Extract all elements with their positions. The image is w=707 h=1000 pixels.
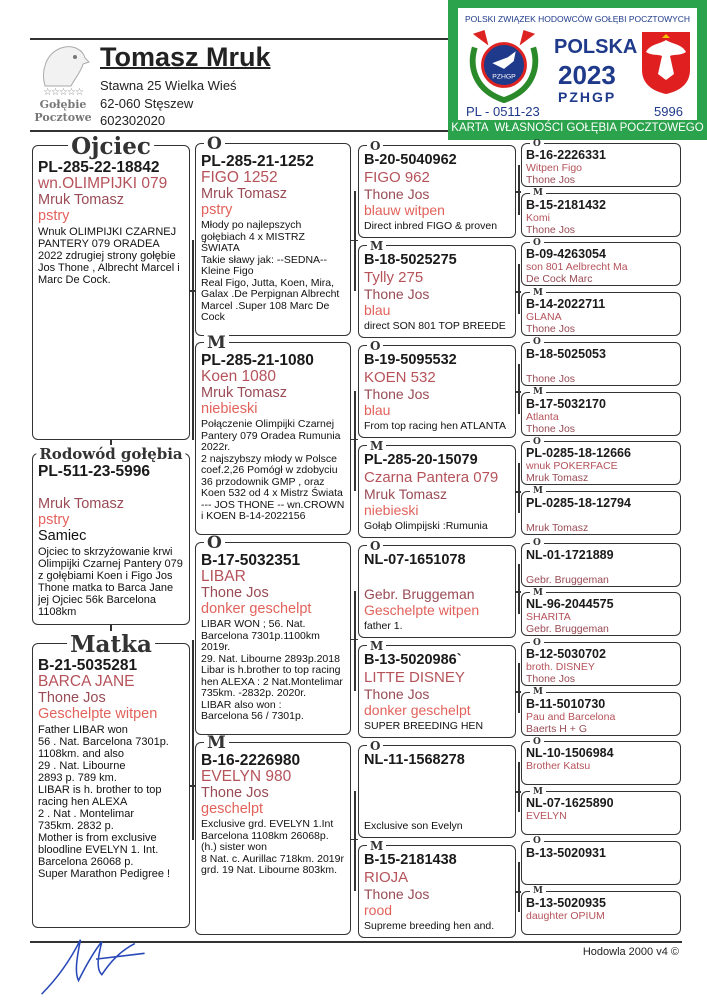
pigeon-ring: PL-285-22-18842 <box>38 159 160 176</box>
connector-line <box>518 165 520 215</box>
pedigree-box[interactable] <box>521 436 681 485</box>
pigeon-ring: NL-01-1721889 <box>526 548 614 562</box>
sex-label: O <box>530 239 544 248</box>
connector-line <box>192 640 194 840</box>
pigeon-ring: B-13-5020986` <box>364 652 462 668</box>
pigeon-name: RIOJA <box>364 869 409 886</box>
pigeon-ring: B-14-2022711 <box>526 298 606 312</box>
pigeon-name: Brother Katsu <box>526 760 591 773</box>
pigeon-ring: B-18-5025053 <box>526 347 606 361</box>
pigeon-name <box>526 860 676 872</box>
pedigree-box[interactable] <box>521 836 681 885</box>
pigeon-ring: B-13-5020931 <box>526 846 606 860</box>
pigeon-name: Tylly 275 <box>364 269 424 286</box>
pigeon-name: Pau and Barcelona <box>526 710 616 723</box>
connector-line <box>518 264 520 314</box>
pigeon-name <box>526 562 676 574</box>
card-organization: POLSKI ZWIĄZEK HODOWCÓW GOŁĘBI POCZTOWYCH <box>464 14 691 24</box>
pedigree-box[interactable] <box>32 444 190 625</box>
pedigree-box[interactable] <box>521 337 681 386</box>
sex-label: M <box>367 840 386 852</box>
pigeon-notes: Młody po najlepszych gołębiach 4 x MISTRZ ŚWIATA Takie sławy jak: --SEDNA-- Kleine Figo Real Figo, Jutta, Koen, Mira, Galax .De Perpignan Albrecht Marcel .Super 108 Marc De Cock <box>201 219 340 323</box>
emblem-text: PZHGP <box>492 73 516 81</box>
pzhgp-emblem-icon <box>464 28 544 104</box>
pigeon-color: pstry <box>201 202 233 218</box>
pigeon-color: geschelpt <box>201 801 264 817</box>
pigeon-notes: Father LIBAR won 56 . Nat. Barcelona 7301p. 1108km. and also 29 . Nat. Libourne 2893 p. 789 km. LIBAR is h. brother to top racing hen ALEXA 2 . Nat . Montelimar 735km. 2832 p. Mother is from exclusive bloodline EVELYN 1. Int. Barcelona 26068 p. Super Marathon Pedigree ! <box>38 724 171 880</box>
pedigree-box[interactable] <box>358 739 516 838</box>
pigeon-ring: B-20-5040962 <box>364 152 457 168</box>
sex-label: Ojciec <box>68 135 154 158</box>
sex-label: O <box>530 338 544 347</box>
sex-label: Matka <box>67 633 155 656</box>
pigeon-ring: B-18-5025275 <box>364 252 457 268</box>
phone-number: 602302020 <box>100 113 166 128</box>
pigeon-color: donker geschelpt <box>201 601 312 617</box>
pigeon-owner: Thone Jos <box>526 223 576 236</box>
sex-label: Rodowód gołębia <box>36 447 185 462</box>
pedigree-box[interactable] <box>521 237 681 286</box>
sex-label: O <box>530 837 544 846</box>
pigeon-owner: Mruk Tomasz <box>201 385 287 401</box>
pigeon-ring: NL-11-1568278 <box>364 752 465 768</box>
sex-label: O <box>530 539 544 548</box>
sex-label: M <box>530 289 546 298</box>
pigeon-color: donker geschelpt <box>364 702 471 718</box>
pedigree-box[interactable] <box>521 287 681 336</box>
pedigree-box[interactable] <box>358 539 516 638</box>
pigeon-notes: Ojciec to skrzyżowanie krwi Olimpijki Czarnej Pantery 079 z gołębiami Koen i Figo Jos Thone matka to Barca Jane jej Ojciec 56k Barcelona 1108km <box>38 546 183 618</box>
pigeon-color: niebieski <box>201 401 258 417</box>
pigeon-notes: Direct inbred FIGO & proven <box>364 220 498 232</box>
pigeon-owner: Mruk Tomasz <box>364 486 447 502</box>
pigeon-ring: B-21-5035281 <box>38 657 138 674</box>
pigeon-name <box>526 510 676 522</box>
pigeon-ring: B-17-5032170 <box>526 397 606 411</box>
logo-stars: ☆☆☆☆☆ <box>43 87 83 98</box>
sex-label: O <box>204 535 225 552</box>
pedigree-box[interactable] <box>358 139 516 238</box>
pigeon-owner: Gebr. Bruggeman <box>526 573 609 586</box>
pigeon-color: blau <box>364 302 391 318</box>
pedigree-box[interactable] <box>358 639 516 738</box>
signature <box>36 930 156 998</box>
pedigree-box[interactable] <box>521 687 681 736</box>
pedigree-box[interactable] <box>195 732 351 935</box>
pigeon-color: pstry <box>38 512 70 528</box>
breeder-logo <box>30 42 96 126</box>
sex-label: M <box>204 735 229 752</box>
pigeon-owner <box>526 822 676 834</box>
pigeon-ring: B-17-5032351 <box>201 552 301 569</box>
connector-line <box>518 463 520 513</box>
connector-line <box>354 391 356 491</box>
pigeon-owner: Thone Jos <box>364 186 430 202</box>
sex-label: M <box>530 887 546 896</box>
pedigree-box[interactable] <box>521 486 681 535</box>
pigeon-ring: NL-07-1651078 <box>364 552 466 568</box>
sex-label: M <box>204 335 229 352</box>
pigeon-color: Geschelpte witpen <box>364 602 480 618</box>
pigeon-notes: SUPER BREEDING HEN <box>364 720 484 732</box>
card-year: 2023 <box>558 60 616 90</box>
pigeon-ring: B-16-2226980 <box>201 752 301 769</box>
sex-label: O <box>367 740 383 752</box>
card-country: POLSKA <box>554 36 638 58</box>
pigeon-name: LIBAR <box>201 569 246 585</box>
sex-label: M <box>367 240 386 252</box>
connector-line <box>518 364 520 414</box>
pigeon-owner: Thone Jos <box>526 422 576 435</box>
pedigree-box[interactable] <box>32 630 190 928</box>
pigeon-owner: Mruk Tomasz <box>201 186 287 202</box>
pigeon-owner: Mruk Tomasz <box>526 472 589 485</box>
sex-label: M <box>530 788 546 797</box>
pigeon-owner <box>526 772 676 784</box>
pigeon-ring: PL-285-21-1080 <box>201 352 314 369</box>
pigeon-owner: Mruk Tomasz <box>38 496 124 512</box>
card-ring-series: PL - 0511-23 <box>466 104 540 119</box>
address-city: 62-060 Stęszew <box>100 96 194 111</box>
sex-label: O <box>367 140 383 152</box>
pigeon-owner: Mruk Tomasz <box>526 521 589 534</box>
pigeon-ring: PL-511-23-5996 <box>38 463 151 480</box>
connector-line <box>518 663 520 713</box>
pigeon-notes: LIBAR WON ; 56. Nat. Barcelona 7301p.1100km 2019r. 29. Nat. Libourne 2893p.2018 Libar is h.brother to top racing hen ALEXA : 2 Nat.Montelimar 735km. -2832p. 2020r. LIBAR also won : Barcelona 56 / 7301p. <box>201 618 343 722</box>
pigeon-notes: direct SON 801 TOP BREEDE <box>364 320 506 332</box>
pigeon-ring: NL-96-2044575 <box>526 598 614 612</box>
sex-label: M <box>530 189 546 198</box>
card-ring-number: 5996 <box>654 104 683 119</box>
card-title: KARTA WŁASNOŚCI GOŁĘBIA POCZTOWEGO <box>451 122 704 134</box>
polish-eagle-crest-icon <box>640 30 692 96</box>
pigeon-name: LITTE DISNEY <box>364 669 465 686</box>
pigeon-owner: Thone Jos <box>526 323 576 336</box>
pigeon-name: Atlanta <box>526 410 559 423</box>
connector-line <box>518 564 520 614</box>
address-street: Stawna 25 Wielka Wieś <box>100 78 237 93</box>
sex-label: M <box>530 388 546 397</box>
pigeon-color: niebieski <box>364 502 419 518</box>
pedigree-box[interactable] <box>358 239 516 338</box>
pigeon-name: EVELYN <box>526 810 567 823</box>
pigeon-name: KOEN 532 <box>364 369 436 386</box>
pigeon-owner <box>364 786 511 802</box>
pigeon-ring: PL-285-20-15079 <box>364 452 478 468</box>
pigeon-name: wn.OLIMPIJKI 079 <box>38 176 168 192</box>
pigeon-ring: B-12-5030702 <box>526 648 606 661</box>
pigeon-owner: Gebr. Bruggeman <box>526 623 609 636</box>
pigeon-owner: Thone Jos <box>201 785 269 801</box>
pigeon-notes: father 1. <box>364 620 403 632</box>
pigeon-name: Czarna Pantera 079 <box>364 469 499 486</box>
pigeon-owner: Thone Jos <box>364 386 430 402</box>
pigeon-owner: Thone Jos <box>526 673 576 685</box>
pigeon-color: Geschelpte witpen <box>38 706 158 722</box>
pedigree-box[interactable] <box>521 736 681 785</box>
sex-label: O <box>204 136 225 153</box>
pigeon-notes: From top racing hen ATLANTA <box>364 420 507 432</box>
pigeon-ring: B-09-4263054 <box>526 248 606 262</box>
connector-line <box>354 191 356 291</box>
card-abbr: PZHGP <box>558 89 617 105</box>
pigeon-ring: PL-0285-18-12666 <box>526 447 631 461</box>
sex-label: M <box>530 688 546 697</box>
sex-label: O <box>367 340 383 352</box>
pigeon-owner: Thone Jos <box>364 686 430 702</box>
sex-label: O <box>530 738 544 747</box>
pigeon-ring: NL-07-1625890 <box>526 797 614 811</box>
pedigree-box[interactable] <box>521 387 681 436</box>
sex-label: M <box>530 487 546 496</box>
connector-line <box>354 591 356 691</box>
pigeon-name: Witpen Figo <box>526 162 583 174</box>
pigeon-color <box>364 802 511 819</box>
pigeon-owner: Thone Jos <box>526 372 576 385</box>
pigeon-owner: Baerts H + G <box>526 722 587 735</box>
pigeon-name <box>364 569 511 586</box>
sex-label: O <box>530 639 544 648</box>
pedigree-box[interactable] <box>195 332 351 535</box>
pigeon-ring: NL-10-1506984 <box>526 747 614 761</box>
pigeon-name: Komi <box>526 211 550 224</box>
pigeon-name: BARCA JANE <box>38 674 135 690</box>
pigeon-name: daughter OPIUM <box>526 909 605 922</box>
pigeon-name: SHARITA <box>526 611 571 624</box>
sex-label: O <box>530 140 544 149</box>
pigeon-name: FIGO 962 <box>364 169 430 186</box>
pigeon-ring: PL-0285-18-12794 <box>526 496 631 510</box>
logo-text-line1: Gołębie <box>39 98 87 111</box>
pigeon-ring: B-13-5020935 <box>526 896 606 910</box>
pedigree-box[interactable] <box>521 786 681 835</box>
pigeon-owner: Thone Jos <box>364 286 430 302</box>
sex-label: O <box>530 438 544 447</box>
pigeon-notes: Exclusive grd. EVELYN 1.Int Barcelona 1108km 26068p. (h.) sister won 8 Nat. c. Aurillac 718km. 2019r grd. 19 Nat. Libourne 803km. <box>201 818 344 876</box>
pigeon-name: GLANA <box>526 311 562 324</box>
pigeon-owner <box>526 872 676 884</box>
pigeon-name: broth. DISNEY <box>526 661 595 673</box>
pigeon-name <box>364 769 511 786</box>
pigeon-head-icon <box>35 42 91 88</box>
sex-label: M <box>367 640 386 652</box>
pigeon-name <box>38 480 185 496</box>
pedigree-box[interactable] <box>195 532 351 735</box>
pedigree-box[interactable] <box>521 886 681 935</box>
header-bottom-rule <box>30 130 450 132</box>
pigeon-color: blau <box>364 402 391 418</box>
pigeon-notes: Gołąb Olimpijski :Rumunia <box>364 520 488 532</box>
pigeon-name: Koen 1080 <box>201 369 276 385</box>
pigeon-owner: Thone Jos <box>201 585 269 601</box>
pigeon-sex: Samiec <box>38 528 87 544</box>
pedigree-box[interactable] <box>521 538 681 587</box>
pigeon-ring: B-19-5095532 <box>364 352 457 368</box>
connector-line <box>354 791 356 891</box>
pedigree-box[interactable] <box>32 132 190 440</box>
connector-line <box>518 862 520 912</box>
connector-line <box>518 762 520 812</box>
pedigree-box[interactable] <box>521 138 681 187</box>
pigeon-owner: Thone Jos <box>364 886 430 902</box>
pigeon-owner: Gebr. Bruggeman <box>364 586 475 602</box>
pigeon-name: wnuk POKERFACE <box>526 460 618 473</box>
pigeon-ring: B-11-5010730 <box>526 697 606 711</box>
logo-text-line2: Pocztowe <box>34 111 92 124</box>
pigeon-name: son 801 Aelbrecht Ma <box>526 261 628 274</box>
pigeon-ring: B-16-2226331 <box>526 149 606 162</box>
pigeon-ring: B-15-2181432 <box>526 198 606 212</box>
sex-label: M <box>530 589 546 598</box>
pigeon-name: EVELYN 980 <box>201 769 292 785</box>
pigeon-notes: Połączenie Olimpijki Czarnej Pantery 079 Oradea Rumunia 2022r. 2 najszybszy młody w Polsce coef.2,26 Pomógł w zdobyciu 36 przodownik GMP , oraz Koen 532 od 4 x Mistrz Świata --- JOS THONE -- wn.CROWN i KOEN B-14-2022156 <box>201 418 345 522</box>
pigeon-name: FIGO 1252 <box>201 170 278 186</box>
pigeon-color: rood <box>364 902 393 918</box>
pigeon-owner: De Cock Marc <box>526 273 593 286</box>
pedigree-box[interactable] <box>521 188 681 237</box>
pigeon-notes: Supreme breeding hen and. <box>364 920 495 932</box>
pigeon-name <box>526 361 676 373</box>
pigeon-ring: B-15-2181438 <box>364 852 457 868</box>
sex-label: M <box>367 440 386 452</box>
sex-label: O <box>367 540 383 552</box>
ownership-card <box>448 0 707 140</box>
pigeon-ring: PL-285-21-1252 <box>201 153 314 170</box>
pedigree-box[interactable] <box>521 637 681 686</box>
header-top-rule <box>30 38 450 40</box>
pigeon-owner: Thone Jos <box>38 690 106 706</box>
connector-line <box>192 240 194 440</box>
pedigree-box[interactable] <box>195 133 351 336</box>
pedigree-box[interactable] <box>521 587 681 636</box>
pigeon-notes: Exclusive son Evelyn <box>364 820 463 832</box>
pigeon-owner: Thone Jos <box>526 174 576 186</box>
pigeon-owner <box>526 922 676 934</box>
pedigree-box[interactable] <box>358 439 516 538</box>
pigeon-color: pstry <box>38 208 70 224</box>
pedigree-box[interactable] <box>358 339 516 438</box>
footer-software: Hodowla 2000 v4 © <box>582 946 679 958</box>
pigeon-owner: Mruk Tomasz <box>38 192 124 208</box>
pedigree-box[interactable] <box>358 839 516 938</box>
pigeon-color: blauw witpen <box>364 202 445 218</box>
pigeon-notes: Wnuk OLIMPIJKI CZARNEJ PANTERY 079 ORADEA 2022 zdrugiej strony gołębie Jos Thone , Albrecht Marcel i Marc De Cock. <box>38 226 180 286</box>
breeder-name: Tomasz Mruk <box>100 42 271 72</box>
